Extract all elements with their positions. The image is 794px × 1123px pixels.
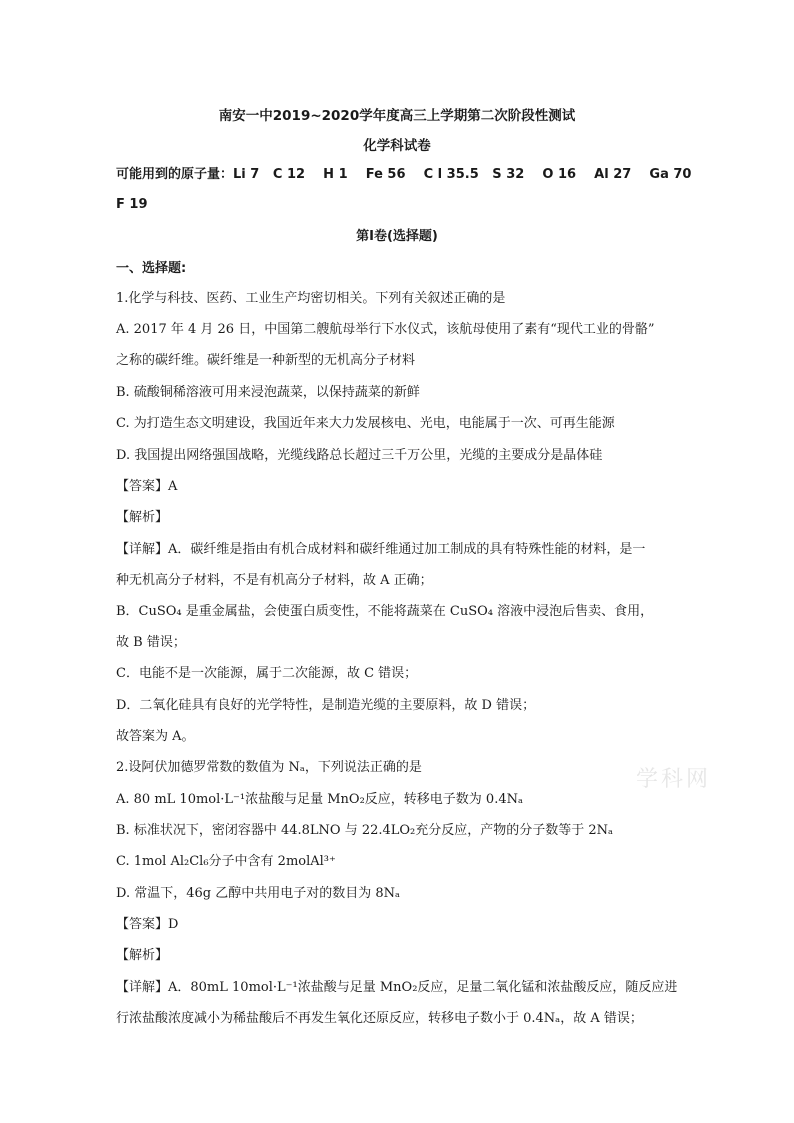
q2-option-d: D. 常温下，46g 乙醇中共用电子对的数目为 8Nₐ — [116, 886, 401, 901]
q2-analysis-label: 【解析】 — [116, 948, 169, 963]
q1-answer: 【答案】A — [116, 479, 178, 494]
volume-title: 第Ⅰ卷(选择题) — [356, 229, 438, 244]
q2-detail-1: 【详解】A．80mL 10mol·L⁻¹浓盐酸与足量 MnO₂反应，足量二氧化锰和浓盐酸反应，随反应进 — [116, 980, 678, 995]
atomic-mass-values: Li 7 C 12 H 1 Fe 56 C l 35.5 S 32 O 16 Al 27 Ga 70 — [233, 167, 692, 182]
q2-detail-2: 行浓盐酸浓度减小为稀盐酸后不再发生氧化还原反应，转移电子数小于 0.4Nₐ，故 A 错误； — [116, 1011, 643, 1026]
q2-option-a: A. 80 mL 10mol·L⁻¹浓盐酸与足量 MnO₂反应，转移电子数为 0.4Nₐ — [116, 792, 523, 807]
q1-option-a-line1: A. 2017 年 4 月 26 日，中国第二艘航母举行下水仪式，该航母使用了素有“现代工业的骨骼” — [116, 322, 655, 337]
q1-option-c: C. 为打造生态文明建设，我国近年来大力发展核电、光电，电能属于一次、可再生能源 — [116, 416, 615, 431]
part-title: 一、选择题: — [116, 261, 187, 276]
q1-detail-5: C．电能不是一次能源，属于二次能源，故 C 错误； — [116, 666, 418, 681]
exam-subtitle: 化学科试卷 — [363, 138, 431, 154]
atomic-mass-values-2: F 19 — [116, 197, 148, 212]
q1-detail-4: 故 B 错误； — [116, 635, 186, 650]
q1-detail-1: 【详解】A．碳纤维是指由有机合成材料和碳纤维通过加工制成的具有特殊性能的材料，是一 — [116, 542, 646, 557]
q1-detail-7: 故答案为 A。 — [116, 729, 195, 744]
atomic-mass-line — [116, 166, 692, 184]
q1-detail-3: B．CuSO₄ 是重金属盐，会使蛋白质变性，不能将蔬菜在 CuSO₄ 溶液中浸泡后售卖、食用， — [116, 604, 654, 619]
exam-title: 南安一中2019~2020学年度高三上学期第二次阶段性测试 — [218, 108, 576, 124]
q1-detail-6: D．二氧化硅具有良好的光学特性，是制造光缆的主要原料，故 D 错误； — [116, 698, 536, 713]
q2-answer: 【答案】D — [116, 917, 179, 932]
q1-stem: 1.化学与科技、医药、工业生产均密切相关。下列有关叙述正确的是 — [116, 291, 506, 306]
q1-option-d: D. 我国提出网络强国战略，光缆线路总长超过三千万公里，光缆的主要成分是晶体硅 — [116, 448, 603, 463]
q1-analysis-label: 【解析】 — [116, 510, 169, 525]
watermark-text: 学科网 — [636, 767, 712, 792]
q1-option-b: B. 硫酸铜稀溶液可用来浸泡蔬菜，以保持蔬菜的新鲜 — [116, 385, 420, 400]
q1-detail-2: 种无机高分子材料，不是有机高分子材料，故 A 正确； — [116, 573, 433, 588]
q2-option-c: C. 1mol Al₂Cl₆分子中含有 2molAl³⁺ — [116, 854, 336, 869]
atomic-mass-label: 可能用到的原子量： — [116, 167, 234, 182]
q2-option-b: B. 标准状况下，密闭容器中 44.8LNO 与 22.4LO₂充分反应，产物的分子数等于 2Nₐ — [116, 823, 614, 838]
q2-stem: 2.设阿伏加德罗常数的数值为 Nₐ，下列说法正确的是 — [116, 760, 422, 775]
q1-option-a-line2: 之称的碳纤维。碳纤维是一种新型的无机高分子材料 — [116, 353, 416, 368]
